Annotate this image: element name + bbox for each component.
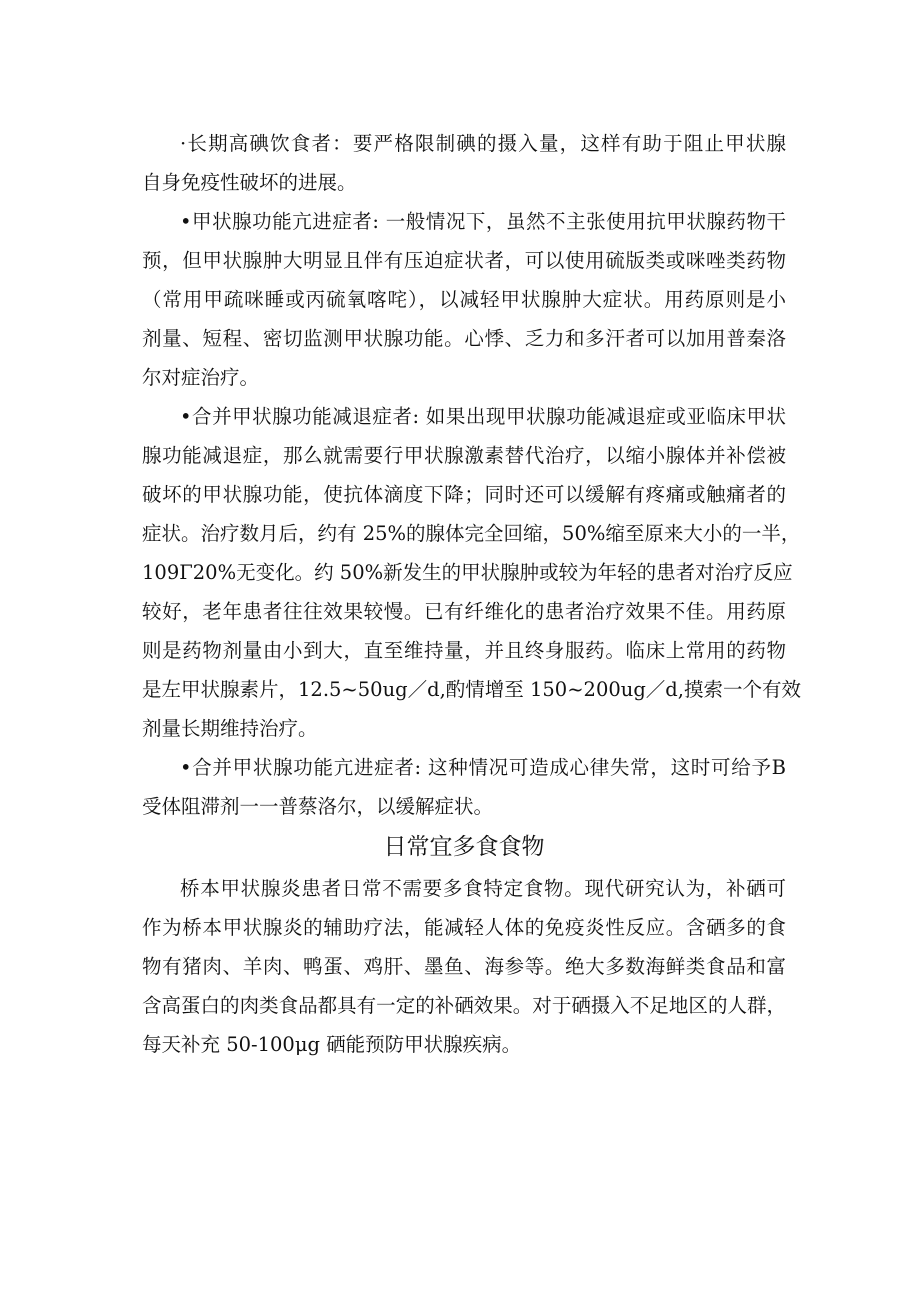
text-line: •合并甲状腺功能亢进症者: 这种情况可造成心律失常，这时可给予Β (180, 756, 786, 779)
text-line: 受体阻滞剂一一普蔡洛尔，以缓解症状。 (142, 795, 494, 818)
paragraph-combined-hyperthyroid (142, 748, 786, 826)
text-line: 症状。治疗数月后，约有 25%的腺体完全回缩，50%缩至原来大小的一半， (142, 522, 801, 545)
text-line: 剂量、短程、密切监测甲状腺功能。心悸、乏力和多汗者可以加用普秦洛 (142, 327, 786, 350)
text-line: ·长期高碘饮食者：要严格限制碘的摄入量，这样有助于阻止甲状腺 (180, 132, 786, 155)
text-line: 破坏的甲状腺功能，使抗体滴度下降；同时还可以缓解有疼痛或触痛者的 (142, 483, 786, 506)
text-line: 腺功能减退症，那么就需要行甲状腺激素替代治疗，以缩小腺体并补偿被 (142, 444, 786, 467)
text-line: 自身免疫性破坏的进展。 (142, 171, 357, 194)
text-line: 预，但甲状腺肿大明显且伴有压迫症状者，可以使用硫版类或咪唑类药物 (142, 249, 786, 272)
text-line: 含高蛋白的肉类食品都具有一定的补硒效果。对于硒摄入不足地区的人群， (142, 994, 786, 1017)
paragraph-hyperthyroid (142, 202, 786, 397)
text-line: 物有猪肉、羊肉、鸭蛋、鸡肝、墨鱼、海参等。绝大多数海鲜类食品和富 (142, 955, 786, 978)
text-line: 尔对症治疗。 (142, 366, 260, 389)
text-line: 则是药物剂量由小到大，直至维持量，并且终身服药。临床上常用的药物 (142, 639, 786, 662)
text-line: 109Γ20%无变化。约 50%新发生的甲状腺肿或较为年轻的患者对治疗反应 (142, 561, 793, 584)
paragraph-hypothyroid (142, 397, 801, 748)
text-line: 桥本甲状腺炎患者日常不需要多食特定食物。现代研究认为，补硒可 (180, 877, 786, 900)
text-line: •甲状腺功能亢进症者: 一般情况下，虽然不主张使用抗甲状腺药物干 (180, 210, 786, 233)
text-line: 作为桥本甲状腺炎的辅助疗法，能减轻人体的免疫炎性反应。含硒多的食 (142, 916, 786, 939)
text-line: 每天补充 50-100μg 硒能预防甲状腺疾病。 (142, 1033, 522, 1056)
paragraph-diet (142, 869, 786, 1064)
text-line: •合并甲状腺功能减退症者: 如果出现甲状腺功能减退症或亚临床甲状 (180, 405, 786, 428)
text-line: 较好，老年患者往往效果较慢。已有纤维化的患者治疗效果不佳。用药原 (142, 600, 786, 623)
text-line: 是左甲状腺素片，12.5~50ug／d,酌情增至 150~200ug／d,摸索一个有效 (142, 678, 801, 701)
document-page (142, 124, 801, 1064)
text-line: （常用甲疏咪睡或丙硫氧喀咤），以减轻甲状腺肿大症状。用药原则是小 (142, 288, 786, 311)
section-heading: 日常宜多食食物 (383, 834, 545, 860)
text-line: 剂量长期维持治疗。 (142, 717, 318, 740)
paragraph-high-iodine (142, 124, 786, 202)
